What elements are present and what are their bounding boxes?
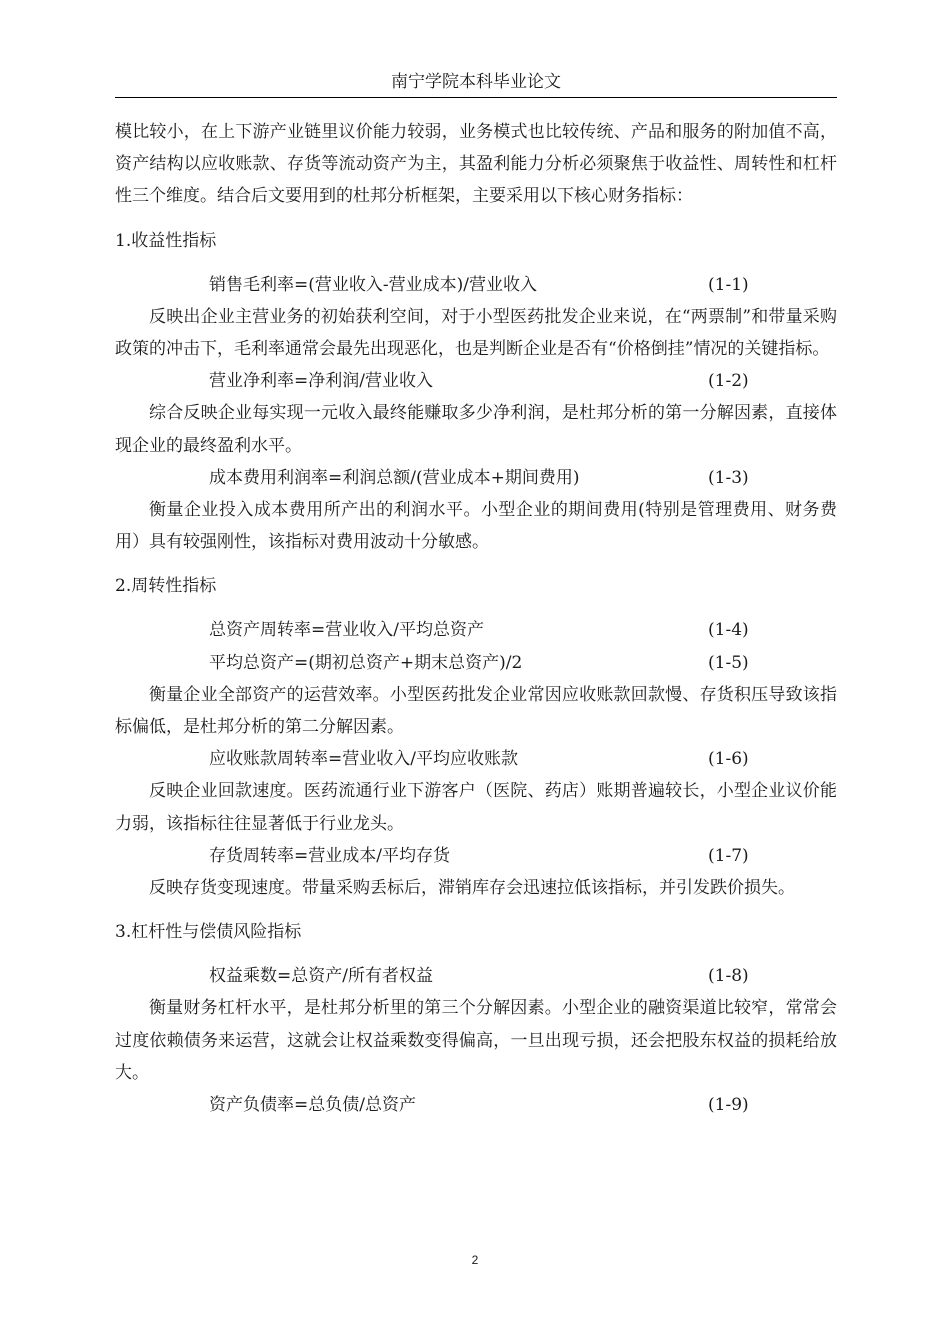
formula-1-7 — [115, 840, 837, 872]
section-heading-profitability: 1.收益性指标 — [115, 230, 217, 251]
formula-number: (1-7) — [708, 845, 749, 866]
body-paragraph: 衡量企业全部资产的运营效率。小型医药批发企业常因应收账款回款慢、存货积压导致该指标偏低，是杜邦分析的第二分解因素。 — [115, 684, 837, 737]
formula-expression: 平均总资产=(期初总资产+期末总资产)/2 — [209, 652, 523, 673]
formula-number: (1-9) — [708, 1094, 749, 1115]
formula-number: (1-5) — [708, 652, 749, 673]
formula-number: (1-2) — [708, 371, 749, 392]
formula-number: (1-4) — [708, 620, 749, 641]
formula-1-9 — [115, 1089, 837, 1121]
section-heading-leverage: 3.杠杆性与偿债风险指标 — [115, 922, 302, 943]
formula-expression: 成本费用利润率=利润总额/(营业成本+期间费用) — [209, 467, 580, 488]
formula-expression: 权益乘数=总资产/所有者权益 — [209, 966, 433, 987]
body-paragraph: 综合反映企业每实现一元收入最终能赚取多少净利润，是杜邦分析的第一分解因素，直接体现企业的最终盈利水平。 — [115, 403, 837, 456]
formula-1-8 — [115, 960, 837, 992]
formula-1-4 — [115, 614, 837, 646]
intro-paragraph: 模比较小，在上下游产业链里议价能力较弱，业务模式也比较传统、产品和服务的附加值不高，资产结构以应收账款、存货等流动资产为主，其盈利能力分析必须聚焦于收益性、周转性和杠杆性三个维度。结合后文要用到的杜邦分析框架，主要采用以下核心财务指标： — [115, 122, 837, 207]
formula-expression: 营业净利率=净利润/营业收入 — [209, 371, 433, 392]
formula-1-5 — [115, 647, 837, 679]
running-header: 南宁学院本科毕业论文 — [391, 72, 561, 92]
formula-number: (1-1) — [708, 274, 749, 295]
formula-expression: 应收账款周转率=营业收入/平均应收账款 — [209, 749, 518, 770]
section-heading-turnover: 2.周转性指标 — [115, 576, 217, 597]
body-paragraph: 衡量企业投入成本费用所产出的利润水平。小型企业的期间费用(特别是管理费用、财务费用）具有较强刚性，该指标对费用波动十分敏感。 — [115, 499, 837, 553]
formula-expression: 销售毛利率=(营业收入-营业成本)/营业收入 — [209, 274, 537, 295]
formula-expression: 资产负债率=总负债/总资产 — [209, 1094, 416, 1115]
header-rule — [115, 97, 837, 98]
body-paragraph: 反映企业回款速度。医药流通行业下游客户（医院、药店）账期普遍较长，小型企业议价能力弱，该指标往往显著低于行业龙头。 — [115, 781, 837, 834]
formula-number: (1-8) — [708, 966, 749, 987]
body-paragraph: 反映存货变现速度。带量采购丢标后，滞销库存会迅速拉低该指标，并引发跌价损失。 — [149, 877, 795, 898]
body-paragraph: 衡量财务杠杆水平，是杜邦分析里的第三个分解因素。小型企业的融资渠道比较窄，常常会过度依赖债务来运营，这就会让权益乘数变得偏高，一旦出现亏损，还会把股东权益的损耗给放大。 — [115, 998, 837, 1083]
page-number: 2 — [471, 1253, 479, 1267]
page-body — [115, 116, 837, 1121]
formula-1-6 — [115, 743, 837, 775]
formula-number: (1-3) — [708, 467, 749, 488]
formula-expression: 总资产周转率=营业收入/平均总资产 — [209, 620, 484, 641]
formula-1-1 — [115, 269, 837, 301]
formula-1-2 — [115, 365, 837, 397]
formula-number: (1-6) — [708, 749, 749, 770]
formula-expression: 存货周转率=营业成本/平均存货 — [209, 845, 450, 866]
formula-1-3 — [115, 462, 837, 494]
body-paragraph: 反映出企业主营业务的初始获利空间，对于小型医药批发企业来说，在“两票制”和带量采购政策的冲击下，毛利率通常会最先出现恶化，也是判断企业是否有“价格倒挂”情况的关键指标。 — [115, 306, 837, 359]
